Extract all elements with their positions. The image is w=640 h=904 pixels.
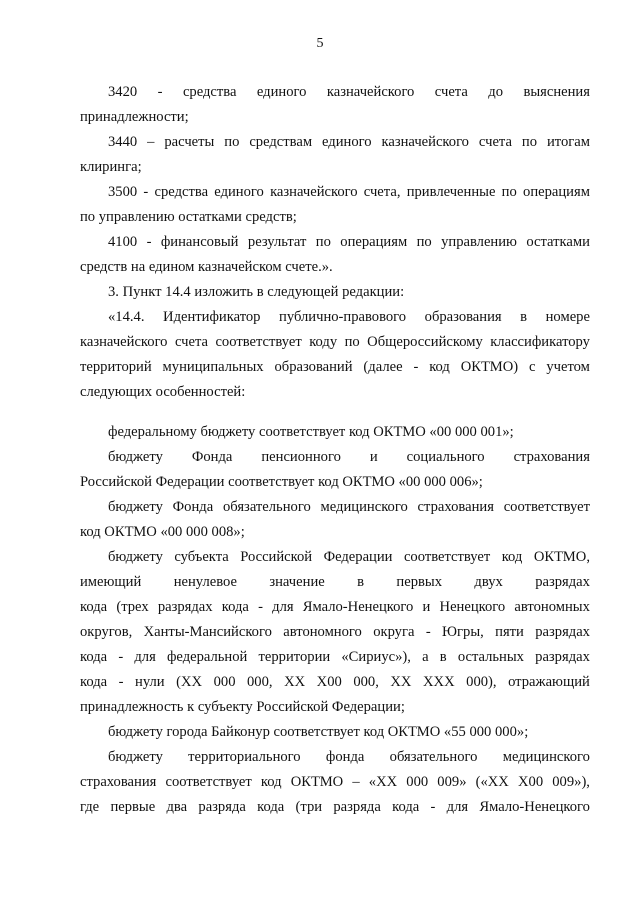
text-line: 3500 - средства единого казначейского счета, привлеченные по операциям: [108, 184, 590, 200]
text-line: кода (трех разрядах кода - для Ямало-Ненецкого и Ненецкого автономных: [80, 599, 590, 615]
text-line: округов, Ханты-Мансийского автономного округа - Югры, пяти разрядах: [80, 624, 590, 640]
text-line: бюджету субъекта Российской Федерации соответствует код ОКТМО,: [108, 549, 590, 565]
paragraph-p14_4: [80, 305, 590, 405]
paragraph-subject: [80, 545, 590, 720]
text-line: принадлежности;: [80, 109, 189, 125]
text-line: по управлению остатками средств;: [80, 209, 297, 225]
text-line: следующих особенностей:: [80, 384, 246, 400]
paragraph-medical: [80, 495, 590, 545]
text-line: казначейского счета соответствует коду по Общероссийскому классификатору: [80, 334, 590, 350]
page-number: 5: [316, 36, 324, 51]
text-line: кода - нули (ХХ 000 000, ХХ Х00 000, ХХ ХХХ 000), отражающий: [80, 674, 590, 690]
paragraph-federal: [80, 420, 590, 445]
text-line: где первые два разряда кода (три разряда кода - для Ямало-Ненецкого: [80, 799, 590, 815]
text-line: федеральному бюджету соответствует код ОКТМО «00 000 001»;: [108, 424, 514, 440]
text-line: 3440 – расчеты по средствам единого казначейского счета по итогам: [108, 134, 590, 150]
text-line: Российской Федерации соответствует код ОКТМО «00 000 006»;: [80, 474, 483, 490]
paragraph-item3: [80, 280, 590, 305]
paragraph-gap: [80, 405, 590, 420]
document-body: [80, 80, 590, 820]
text-line: бюджету города Байконур соответствует код ОКТМО «55 000 000»;: [108, 724, 529, 740]
text-line: страхования соответствует код ОКТМО – «ХХ 000 009» («ХХ Х00 009»),: [80, 774, 590, 790]
text-line: клиринга;: [80, 159, 142, 175]
paragraph-pension: [80, 445, 590, 495]
paragraph-territorial: [80, 745, 590, 820]
paragraph-p3440: [80, 130, 590, 180]
text-line: принадлежность к субъекту Российской Федерации;: [80, 699, 405, 715]
text-line: 4100 - финансовый результат по операциям по управлению остатками: [108, 234, 590, 250]
paragraph-p4100: [80, 230, 590, 280]
text-line: территорий муниципальных образований (далее - код ОКТМО) с учетом: [80, 359, 590, 375]
text-line: 3420 - средства единого казначейского счета до выяснения: [108, 84, 590, 100]
text-line: 3. Пункт 14.4 изложить в следующей редакции:: [108, 284, 405, 300]
text-line: бюджету Фонда обязательного медицинского страхования соответствует: [108, 499, 590, 515]
text-line: код ОКТМО «00 000 008»;: [80, 524, 245, 540]
text-line: бюджету территориального фонда обязательного медицинского: [108, 749, 590, 765]
paragraph-baikonur: [80, 720, 590, 745]
paragraph-p3420: [80, 80, 590, 130]
paragraph-p3500: [80, 180, 590, 230]
text-line: кода - для федеральной территории «Сириус»), а в остальных разрядах: [80, 649, 590, 665]
text-line: бюджету Фонда пенсионного и социального страхования: [108, 449, 590, 465]
text-line: «14.4. Идентификатор публично-правового образования в номере: [108, 309, 590, 325]
text-line: имеющий ненулевое значение в первых двух разрядах: [80, 574, 590, 590]
text-line: средств на едином казначейском счете.».: [80, 259, 333, 275]
